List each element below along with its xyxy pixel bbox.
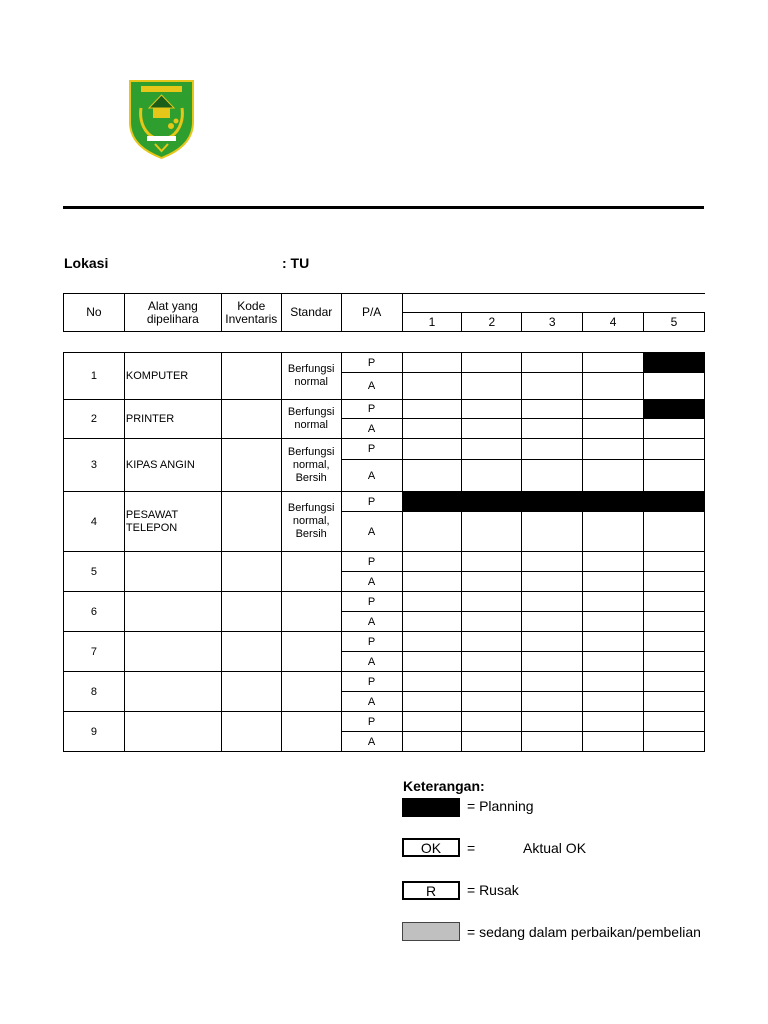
planning-cell-month-3 (522, 400, 583, 419)
actual-cell-month-4 (583, 652, 644, 672)
planning-cell-month-3 (522, 712, 583, 732)
legend-ok-equals: = (467, 840, 476, 856)
actual-cell-month-2 (462, 612, 522, 632)
planning-cell-month-3 (522, 672, 583, 692)
planning-cell-month-5 (644, 552, 705, 572)
pa-label-planning: P (341, 672, 402, 692)
pa-label-actual: A (341, 732, 402, 752)
item-no: 9 (64, 712, 125, 752)
planning-cell-month-2 (462, 672, 522, 692)
planning-cell-month-1 (402, 592, 462, 612)
item-standar: Berfungsi normal (281, 400, 341, 439)
month-group-header (402, 294, 704, 313)
col-header-standar: Standar (281, 294, 341, 332)
item-no: 3 (64, 439, 125, 492)
item-no: 2 (64, 400, 125, 439)
item-name (124, 672, 221, 712)
item-standar (281, 712, 341, 752)
item-kode (221, 672, 281, 712)
actual-cell-month-1 (402, 612, 462, 632)
item-kode (221, 492, 281, 552)
planning-cell-month-4 (583, 712, 644, 732)
actual-cell-month-5 (644, 572, 705, 592)
pa-label-planning: P (341, 592, 402, 612)
item-kode (221, 632, 281, 672)
planning-cell-month-4 (583, 492, 644, 512)
planning-cell-month-2 (462, 439, 522, 460)
item-no: 6 (64, 592, 125, 632)
month-header-4: 4 (583, 313, 644, 332)
actual-cell-month-1 (402, 652, 462, 672)
actual-cell-month-5 (644, 512, 705, 552)
actual-cell-month-3 (522, 373, 583, 400)
col-header-kode: Kode Inventaris (221, 294, 281, 332)
actual-cell-month-2 (462, 572, 522, 592)
lokasi-label: Lokasi (64, 255, 109, 271)
legend-planning-text: = Planning (467, 798, 534, 814)
pa-label-planning: P (341, 439, 402, 460)
actual-cell-month-5 (644, 460, 705, 492)
actual-cell-month-5 (644, 419, 705, 439)
planning-cell-month-1 (402, 712, 462, 732)
planning-cell-month-5 (644, 492, 705, 512)
actual-cell-month-5 (644, 692, 705, 712)
actual-cell-month-4 (583, 732, 644, 752)
item-no: 7 (64, 632, 125, 672)
legend-ok-box: OK (402, 838, 460, 857)
pa-label-actual: A (341, 612, 402, 632)
planning-cell-month-5 (644, 400, 705, 419)
pa-label-planning: P (341, 353, 402, 373)
item-name: PRINTER (124, 400, 221, 439)
table-row (64, 712, 705, 732)
planning-cell-month-5 (644, 353, 705, 373)
item-name (124, 712, 221, 752)
actual-cell-month-3 (522, 419, 583, 439)
table-row (64, 353, 705, 373)
table-row (64, 492, 705, 512)
actual-cell-month-4 (583, 460, 644, 492)
pa-label-actual: A (341, 652, 402, 672)
col-header-no: No (64, 294, 125, 332)
item-no: 1 (64, 353, 125, 400)
table-row (64, 552, 705, 572)
table-row (64, 439, 705, 460)
item-kode (221, 552, 281, 592)
planning-cell-month-3 (522, 353, 583, 373)
item-kode (221, 353, 281, 400)
planning-cell-month-2 (462, 632, 522, 652)
planning-cell-month-3 (522, 632, 583, 652)
actual-cell-month-4 (583, 692, 644, 712)
item-name (124, 552, 221, 592)
planning-cell-month-5 (644, 592, 705, 612)
planning-cell-month-3 (522, 492, 583, 512)
actual-cell-month-5 (644, 373, 705, 400)
planning-cell-month-3 (522, 439, 583, 460)
planning-cell-month-1 (402, 552, 462, 572)
planning-cell-month-4 (583, 672, 644, 692)
actual-cell-month-1 (402, 732, 462, 752)
actual-cell-month-4 (583, 512, 644, 552)
schedule-header-table (63, 293, 705, 332)
actual-cell-month-5 (644, 652, 705, 672)
lokasi-value: : TU (282, 255, 310, 271)
pa-label-actual: A (341, 572, 402, 592)
month-header-3: 3 (522, 313, 583, 332)
item-name: KOMPUTER (124, 353, 221, 400)
planning-cell-month-4 (583, 632, 644, 652)
planning-cell-month-3 (522, 552, 583, 572)
col-header-pa: P/A (341, 294, 402, 332)
planning-cell-month-5 (644, 672, 705, 692)
actual-cell-month-4 (583, 373, 644, 400)
actual-cell-month-3 (522, 692, 583, 712)
planning-cell-month-5 (644, 439, 705, 460)
planning-cell-month-4 (583, 353, 644, 373)
pa-label-actual: A (341, 373, 402, 400)
planning-cell-month-1 (402, 672, 462, 692)
item-name (124, 592, 221, 632)
planning-cell-month-1 (402, 400, 462, 419)
planning-cell-month-1 (402, 632, 462, 652)
actual-cell-month-1 (402, 373, 462, 400)
actual-cell-month-4 (583, 612, 644, 632)
item-standar: Berfungsi normal (281, 353, 341, 400)
item-no: 5 (64, 552, 125, 592)
month-header-5: 5 (644, 313, 705, 332)
pa-label-planning: P (341, 712, 402, 732)
planning-cell-month-1 (402, 353, 462, 373)
planning-cell-month-2 (462, 592, 522, 612)
actual-cell-month-1 (402, 512, 462, 552)
planning-cell-month-4 (583, 552, 644, 572)
actual-cell-month-2 (462, 460, 522, 492)
item-kode (221, 592, 281, 632)
actual-cell-month-2 (462, 419, 522, 439)
pa-label-planning: P (341, 552, 402, 572)
actual-cell-month-3 (522, 612, 583, 632)
schedule-body-table (63, 352, 705, 752)
pa-label-actual: A (341, 419, 402, 439)
actual-cell-month-1 (402, 419, 462, 439)
item-no: 8 (64, 672, 125, 712)
actual-cell-month-1 (402, 692, 462, 712)
table-row (64, 592, 705, 612)
actual-cell-month-3 (522, 460, 583, 492)
planning-cell-month-2 (462, 400, 522, 419)
item-name (124, 632, 221, 672)
legend-planning-swatch (402, 798, 460, 817)
legend-r-text: = Rusak (467, 882, 519, 898)
legend-ok-text: Aktual OK (523, 840, 587, 856)
item-standar (281, 592, 341, 632)
pa-label-planning: P (341, 632, 402, 652)
actual-cell-month-1 (402, 572, 462, 592)
item-standar (281, 672, 341, 712)
actual-cell-month-5 (644, 612, 705, 632)
pa-label-planning: P (341, 400, 402, 419)
item-name: PESAWAT TELEPON (124, 492, 221, 552)
actual-cell-month-2 (462, 692, 522, 712)
legend-r-box: R (402, 881, 460, 900)
actual-cell-month-2 (462, 652, 522, 672)
planning-cell-month-5 (644, 712, 705, 732)
planning-cell-month-2 (462, 353, 522, 373)
table-row (64, 632, 705, 652)
item-kode (221, 400, 281, 439)
planning-cell-month-3 (522, 592, 583, 612)
actual-cell-month-1 (402, 460, 462, 492)
pa-label-actual: A (341, 512, 402, 552)
actual-cell-month-3 (522, 732, 583, 752)
item-kode (221, 439, 281, 492)
pa-label-actual: A (341, 692, 402, 712)
col-header-alat: Alat yang dipelihara (124, 294, 221, 332)
legend-gray-text: = sedang dalam perbaikan/pembelian (467, 924, 701, 940)
pa-label-actual: A (341, 460, 402, 492)
actual-cell-month-5 (644, 732, 705, 752)
planning-cell-month-1 (402, 439, 462, 460)
legend-title: Keterangan: (403, 778, 485, 794)
item-no: 4 (64, 492, 125, 552)
item-standar (281, 632, 341, 672)
actual-cell-month-3 (522, 512, 583, 552)
planning-cell-month-2 (462, 552, 522, 572)
pa-label-planning: P (341, 492, 402, 512)
table-row (64, 400, 705, 419)
actual-cell-month-4 (583, 419, 644, 439)
item-standar: Berfungsi normal, Bersih (281, 492, 341, 552)
item-standar: Berfungsi normal, Bersih (281, 439, 341, 492)
planning-cell-month-4 (583, 439, 644, 460)
planning-cell-month-2 (462, 712, 522, 732)
planning-cell-month-4 (583, 592, 644, 612)
planning-cell-month-5 (644, 632, 705, 652)
actual-cell-month-2 (462, 512, 522, 552)
actual-cell-month-4 (583, 572, 644, 592)
month-header-2: 2 (462, 313, 522, 332)
item-kode (221, 712, 281, 752)
table-row (64, 672, 705, 692)
planning-cell-month-4 (583, 400, 644, 419)
item-name: KIPAS ANGIN (124, 439, 221, 492)
item-standar (281, 552, 341, 592)
month-header-1: 1 (402, 313, 462, 332)
planning-cell-month-1 (402, 492, 462, 512)
actual-cell-month-3 (522, 572, 583, 592)
planning-cell-month-2 (462, 492, 522, 512)
actual-cell-month-2 (462, 732, 522, 752)
actual-cell-month-3 (522, 652, 583, 672)
actual-cell-month-2 (462, 373, 522, 400)
